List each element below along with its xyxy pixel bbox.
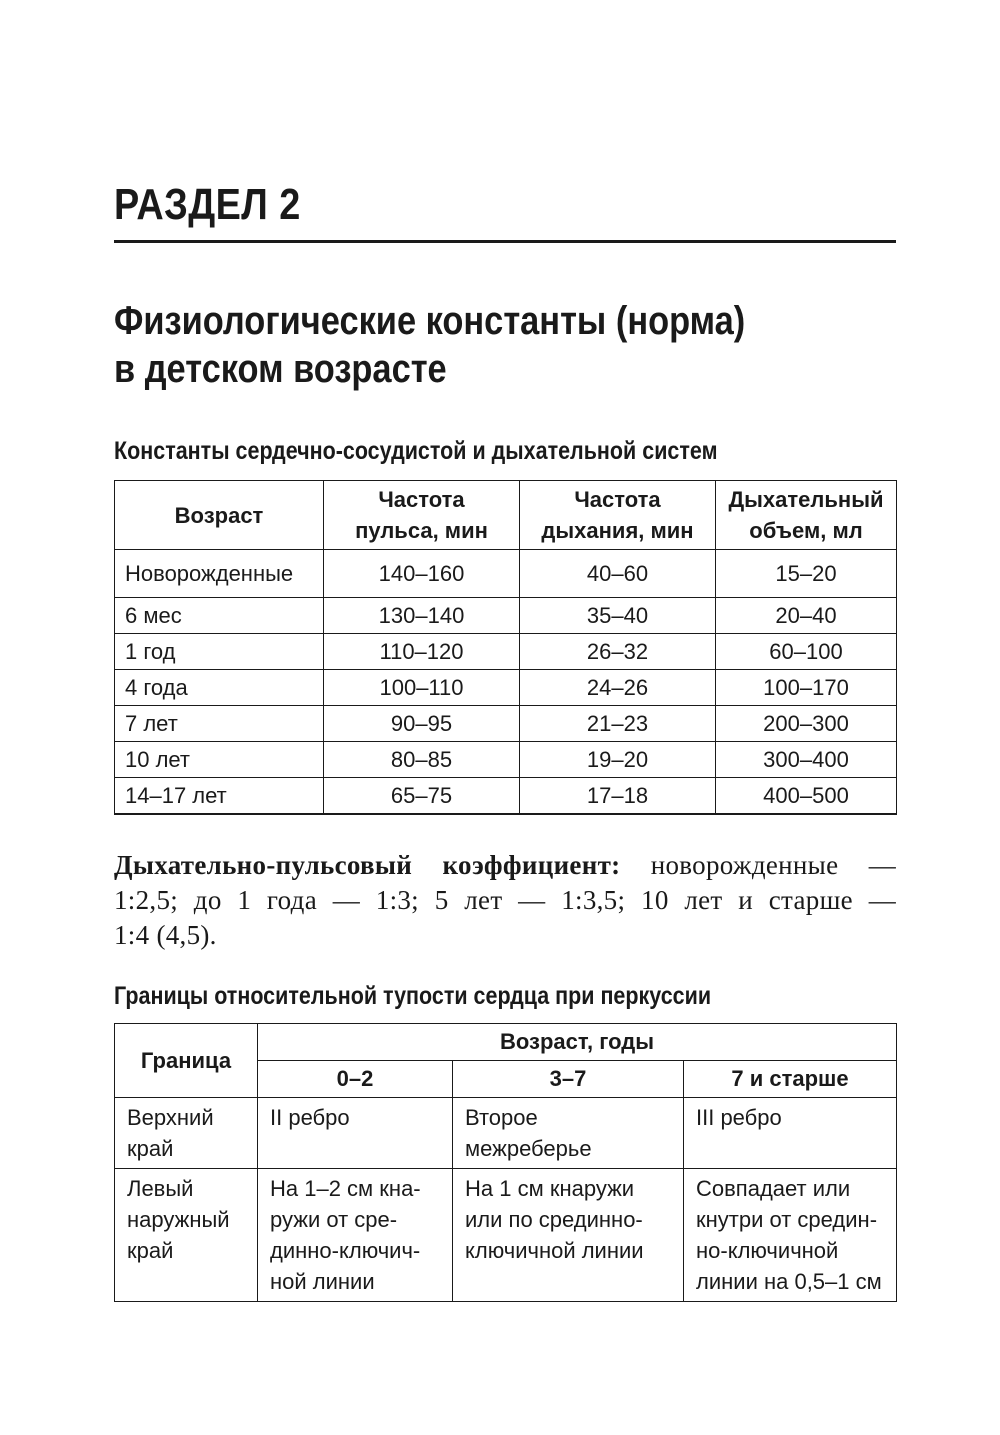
cell-volume: 100–170	[716, 670, 897, 706]
cell-volume: 60–100	[716, 634, 897, 670]
cell-volume: 200–300	[716, 706, 897, 742]
title-line-1: Физиологические константы (норма)	[114, 299, 746, 343]
page-title	[114, 297, 888, 393]
title-line-2: в детском возрасте	[114, 347, 447, 391]
cell-breathing: 21–23	[520, 706, 716, 742]
table-row	[115, 778, 897, 815]
cell-pulse: 65–75	[324, 778, 520, 815]
header-volume: Дыхательный объем, мл	[716, 481, 897, 550]
table-header-row	[115, 1024, 897, 1061]
cell-3-7: Второе межреберье	[453, 1098, 684, 1169]
cell-3-7: На 1 см кнаружи или по срединно- ключичной линии	[453, 1169, 684, 1302]
subheader-7-plus: 7 и старше	[684, 1061, 897, 1098]
cell-age: 4 года	[115, 670, 324, 706]
cell-7-plus: III ребро	[684, 1098, 897, 1169]
cell-age: 6 мес	[115, 598, 324, 634]
table-row	[115, 1098, 897, 1169]
header-pulse: Частота пульса, мин	[324, 481, 520, 550]
heart-borders-table	[114, 1023, 897, 1302]
cell-age: Новорожденные	[115, 550, 324, 598]
cell-breathing: 24–26	[520, 670, 716, 706]
cell-age: 14–17 лет	[115, 778, 324, 815]
cell-breathing: 40–60	[520, 550, 716, 598]
cell-breathing: 26–32	[520, 634, 716, 670]
paragraph-line-2: 1:2,5; до 1 года — 1:3; 5 лет — 1:3,5; 10 лет и старше —	[114, 885, 896, 915]
paragraph-line-3: 1:4 (4,5).	[114, 920, 217, 950]
cell-7-plus: Совпадает или кнутри от средин- но-ключичной линии на 0,5–1 см	[684, 1169, 897, 1302]
cell-breathing: 17–18	[520, 778, 716, 815]
cell-volume: 20–40	[716, 598, 897, 634]
table1-caption: Константы сердечно-сосудистой и дыхательной систем	[114, 437, 718, 465]
paragraph-line-1: Дыхательно-пульсовый коэффициент: новорожденные —	[114, 850, 896, 880]
cell-volume: 300–400	[716, 742, 897, 778]
table-row	[115, 670, 897, 706]
cell-pulse: 130–140	[324, 598, 520, 634]
header-age: Возраст	[115, 481, 324, 550]
cell-pulse: 80–85	[324, 742, 520, 778]
cell-age: 7 лет	[115, 706, 324, 742]
cell-age: 10 лет	[115, 742, 324, 778]
cell-breathing: 19–20	[520, 742, 716, 778]
cell-0-2: II ребро	[258, 1098, 453, 1169]
cell-0-2: На 1–2 см кна- ружи от сре- динно-ключич- ной линии	[258, 1169, 453, 1302]
header-age-group: Возраст, годы	[258, 1024, 897, 1061]
cell-pulse: 110–120	[324, 634, 520, 670]
cell-age: 1 год	[115, 634, 324, 670]
header-breathing: Частота дыхания, мин	[520, 481, 716, 550]
cell-breathing: 35–40	[520, 598, 716, 634]
subheader-3-7: 3–7	[453, 1061, 684, 1098]
table2-caption: Границы относительной тупости сердца при перкуссии	[114, 982, 712, 1010]
coefficient-paragraph	[114, 848, 896, 953]
table-row	[115, 598, 897, 634]
table-row	[115, 1169, 897, 1302]
section-heading: РАЗДЕЛ 2	[114, 180, 301, 229]
cell-volume: 15–20	[716, 550, 897, 598]
table-row	[115, 706, 897, 742]
table-header-row	[115, 481, 897, 550]
table-row	[115, 550, 897, 598]
subheader-0-2: 0–2	[258, 1061, 453, 1098]
cell-pulse: 100–110	[324, 670, 520, 706]
cell-pulse: 90–95	[324, 706, 520, 742]
cell-pulse: 140–160	[324, 550, 520, 598]
paragraph-bold-lead: Дыхательно-пульсовый коэффициент:	[114, 850, 621, 880]
constants-table	[114, 480, 897, 815]
cell-volume: 400–500	[716, 778, 897, 815]
table-row	[115, 742, 897, 778]
header-border: Граница	[115, 1024, 258, 1098]
heading-rule	[114, 240, 896, 243]
table-row	[115, 634, 897, 670]
row-label: Верхний край	[115, 1098, 258, 1169]
row-label: Левый наружный край	[115, 1169, 258, 1302]
